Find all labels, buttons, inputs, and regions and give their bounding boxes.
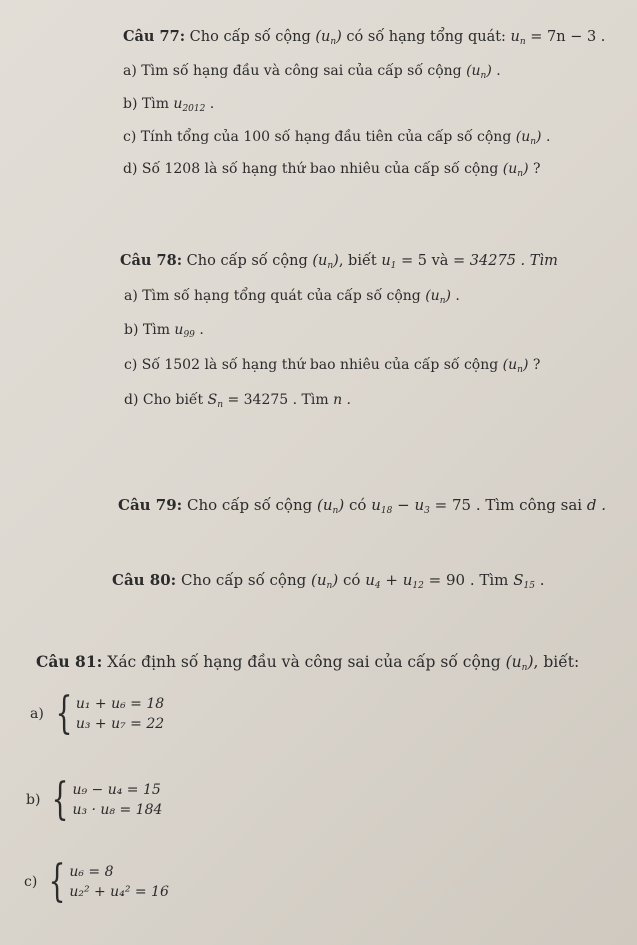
brace-icon: { (48, 856, 66, 907)
q77-part-d: d) Số 1208 là số hạng thứ bao nhiêu của cấp số cộng $(u_n)$ ? (123, 161, 541, 179)
q78-part-c: c) Số 1502 là số hạng thứ bao nhiêu của cấp số cộng $(u_n)$ ? (124, 357, 541, 375)
q81-b-label: b) (26, 792, 41, 808)
q77-label: Câu 77: (123, 28, 186, 45)
q80: Câu 80: Cho cấp số cộng $(u_n)$ có $u_4 + u_{12} = 90$ . Tìm $S_{15}$ . (112, 571, 545, 591)
q81-system-a (30, 688, 165, 739)
q77-part-a: a) Tìm số hạng đầu và công sai của cấp số cộng $(u_n)$ . (123, 63, 501, 81)
q81-label: Câu 81: (36, 652, 103, 671)
q77-intro: Cho cấp số cộng (189, 29, 311, 45)
q81-system-b (26, 774, 163, 825)
q81-c-label: c) (24, 874, 38, 890)
brace-icon: { (52, 774, 69, 825)
q81-b-eq1: u₉ − u₄ = 15 (72, 782, 161, 798)
q81-a-eq1: u₁ + u₆ = 18 (75, 696, 165, 712)
q78-header: Câu 78: Cho cấp số cộng $(u_n)$, biết $u_1 = 5$ và = 34275 . Tìm (120, 252, 558, 271)
q81-system-c (24, 856, 169, 907)
q78-part-a: a) Tìm số hạng tổng quát của cấp số cộng $(u_n)$ . (124, 288, 460, 306)
q77-part-b: b) Tìm $u_{2012}$ . (123, 96, 215, 114)
q81-b-eq2: u₃ · u₈ = 184 (72, 802, 163, 818)
q81-a-eq2: u₃ + u₇ = 22 (75, 716, 165, 732)
q77-part-c: c) Tính tổng của 100 số hạng đầu tiên của cấp số cộng $(u_n)$ . (123, 129, 551, 147)
q81-c-eq1: u₆ = 8 (69, 864, 114, 880)
q78-label: Câu 78: (120, 252, 183, 269)
q80-label: Câu 80: (112, 571, 177, 589)
q77-header: Câu 77: Cho cấp số cộng $(u_n)$ có số hạng tổng quát: $u_n = 7n - 3$ . (123, 28, 606, 47)
q78-part-d: d) Cho biết $S_n = 34275$ . Tìm n . (124, 392, 352, 410)
q78-part-b: b) Tìm $u_{99}$ . (124, 322, 204, 340)
q81-c-eq2: u₂² + u₄² = 16 (69, 884, 169, 900)
brace-icon: { (55, 688, 73, 739)
q81-a-label: a) (30, 706, 44, 722)
q79-label: Câu 79: (118, 496, 183, 514)
q81-header: Câu 81: Xác định số hạng đầu và công sai của cấp số cộng $(u_n)$, biết: (36, 652, 580, 673)
q77-formula: = 7n − 3 . (530, 29, 606, 45)
q77-mid: có số hạng tổng quát: (346, 29, 506, 45)
q79: Câu 79: Cho cấp số cộng $(u_n)$ có $u_{18} - u_3 = 75$ . Tìm công sai d . (118, 496, 606, 516)
